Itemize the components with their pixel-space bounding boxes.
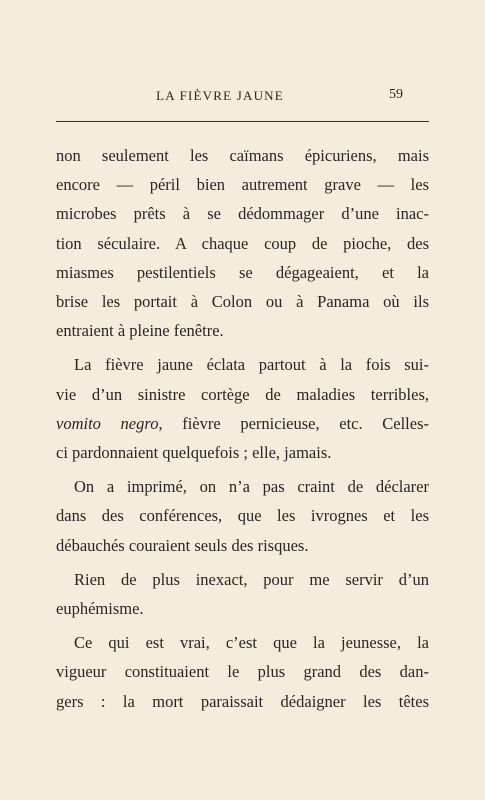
text-line: non seulement les caïmans épicuriens, mais (56, 146, 429, 165)
text-line: microbes prêts à se dédommager d’une inac- (56, 204, 429, 224)
text-line: dans des conférences, que les ivrognes et les (56, 506, 429, 526)
text-line: débauchés couraient seuls des risques. (56, 535, 309, 555)
italic-phrase: vomito negro (56, 413, 159, 433)
text-line: La fièvre jaune éclata partout à la fois sui- (74, 355, 429, 375)
text-line: ci pardonnaient quelquefois ; elle, jamais. (56, 443, 332, 463)
running-head (0, 88, 485, 108)
text-line: vigueur constituaient le plus grand des dan- (56, 662, 429, 682)
text-line: encore — péril bien autrement grave — les (56, 175, 429, 195)
text-line: entraient à pleine fenêtre. (56, 321, 224, 341)
text-line: vie d’un sinistre cortège de maladies terribles, (56, 384, 429, 404)
body-text (56, 141, 429, 716)
text-line: miasmes pestilentiels se dégageaient, et la (56, 262, 429, 282)
text-line: Ce qui est vrai, c’est que la jeunesse, la (74, 633, 429, 653)
text-line: tion séculaire. A chaque coup de pioche, des (56, 233, 429, 253)
running-title: LA FIÈVRE JAUNE (156, 88, 284, 103)
page-number: 59 (389, 87, 403, 102)
text-line: gers : la mort paraissait dédaigner les têtes (56, 691, 429, 711)
text-line: brise les portait à Colon ou à Panama où ils (56, 292, 429, 312)
text-fragment: , fièvre pernicieuse, etc. Celles- (158, 413, 429, 433)
text-line: Rien de plus inexact, pour me servir d’un (74, 569, 429, 589)
header-rule (56, 121, 429, 122)
text-line: On a imprimé, on n’a pas craint de déclarer (74, 477, 429, 497)
text-line: euphémisme. (56, 599, 144, 619)
text-line-mixed (56, 409, 429, 438)
